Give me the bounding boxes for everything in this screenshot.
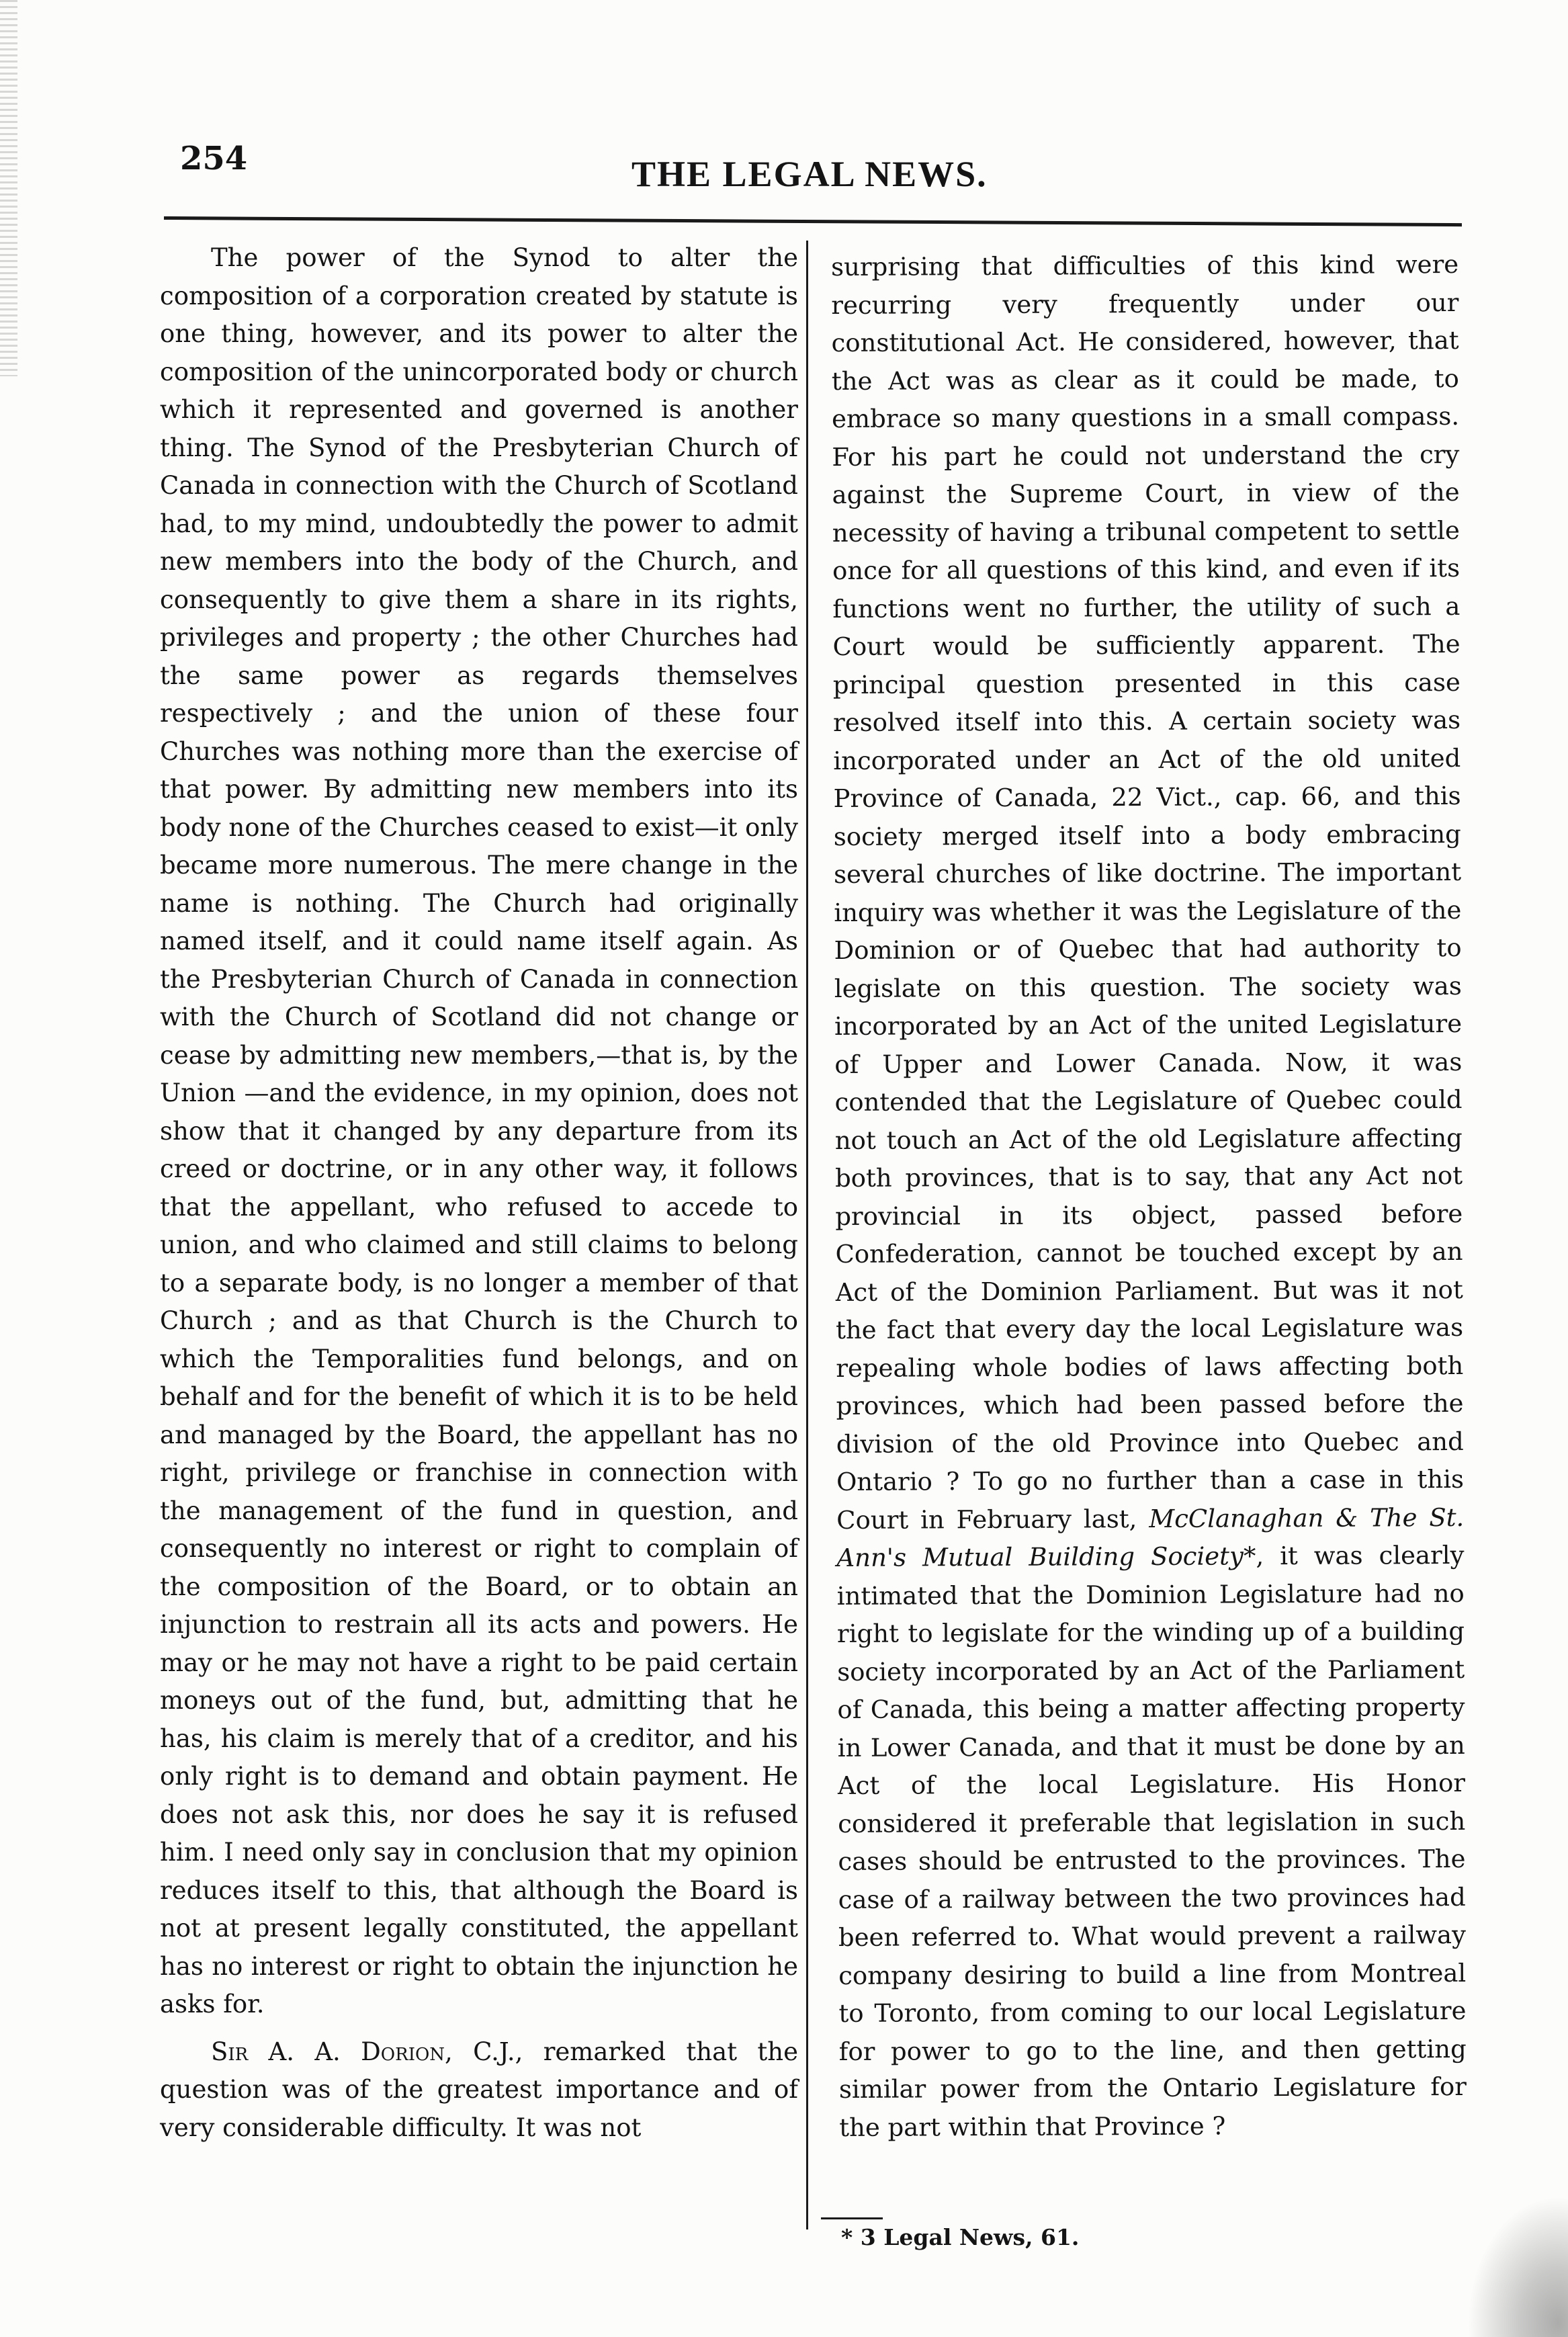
right-text-after-case: , it was clearly intimated that the Dominion Legislature had no right to legislate for the winding up of a building society incorporated by an Act of the Parliament of Canada, this being a matter affecting property in Lower Canada, and that it must be done by an Act of the local Legislature. His Honor considered it preferable that legislation in such cases should be entrusted to the provinces. The case of a railway between the two provinces had been referred to. What would prevent a railway company desiring to build a line from Montreal to Toronto, from coming to our local Legislature for power to go to the line, and then getting similar power from the Ontario Legislature for the part within that Province ? — [836, 1540, 1467, 2142]
left-paragraph-1: The power of the Synod to alter the composition of a corporation created by statute is one thing, however, and its power to alter the composition of the unincorporated body or church which it represented and governed is another thing. The Synod of the Presbyterian Church of Canada in connection with the Church of Scotland had, to my mind, undoubtedly the power to admit new members into the body of the Church, and consequently to give them a share in its rights, privileges and property ; the other Churches had the same power as regards themselves respectively ; and the union of these four Churches was nothing more than the exercise of that power. By admitting new members into its body none of the Churches ceased to exist—it only became more numerous. The mere change in the name is nothing. The Church had originally named itself, and it could name itself again. As the Presbyterian Church of Canada in connection with the Church of Scotland did not change or cease by admitting new members,—that is, by the Union —and the evidence, in my opinion, does not show that it changed by any departure from its creed or doctrine, or in any other way, it follows that the appellant, who refused to accede to union, and who claimed and still claims to belong to a separate body, is no longer a member of that Church ; and as that Church is the Church to which the Temporalities fund belongs, and on behalf and for the benefit of which it is to be held and managed by the Board, the appellant has no right, privilege or franchise in connection with the management of the fund in question, and consequently no interest or right to complain of the composition of the Board, or to obtain an injunction to restrain all its acts and powers. He may or he may not have a right to be paid certain moneys out of the fund, but, admitting that he has, his claim is merely that of a creditor, and his only right is to demand and obtain payment. He does not ask this, nor does he say it is refused him. I need only say in conclusion that my opinion reduces itself to this, that although the Board is not at present legally constituted, the appellant has no interest or right to obtain the injunction he asks for. — [160, 243, 798, 2019]
left-column — [160, 239, 798, 2147]
footnote-rule — [821, 2217, 883, 2219]
right-text-before-case: surprising that difficulties of this kind were recurring very frequently under our constitutional Act. He considered, however, that the Act was as clear as it could be made, to embrace so many questions in a small compass. For his part he could not understand the cry against the Supreme Court, in view of the necessity of having a tribunal competent to settle once for all questions of this kind, and even if its functions went no further, the utility of such a Court would be sufficiently apparent. The principal question presented in this case resolved itself into this. A certain society was incorporated under an Act of the old united Province of Canada, 22 Vict., cap. 66, and this society merged itself into a body embracing several churches of like doctrine. The important inquiry was whether it was the Legislature of the Dominion or of Quebec that had authority to legislate on this question. The society was incorporated by an Act of the united Legislature of Upper and Lower Canada. Now, it was contended that the Legislature of Quebec could not touch an Act of the old Legislature affecting both provinces, that is to say, that any Act not provincial in its object, passed before Confederation, cannot be touched except by an Act of the Dominion Parliament. But was it not the fact that every day the local Legislature was repealing whole bodies of laws affecting both provinces, which had been passed before the division of the old Province into Quebec and Ontario ? To go no further than a case in this Court in February last, — [831, 249, 1465, 1535]
header-rule — [164, 216, 1462, 226]
case-citation: McClanaghan & The St. Ann's Mutual Building Society* — [836, 1502, 1465, 1572]
page-number: 254 — [180, 140, 248, 177]
speaker-name: Sir A. A. Dorion, — [211, 2037, 453, 2066]
corner-stain — [1467, 2196, 1568, 2337]
right-column — [831, 246, 1467, 2147]
running-title: THE LEGAL NEWS. — [631, 154, 988, 194]
left-paragraph-2-text: C.J., remarked that the question was of the greatest importance and of very considerable difficulty. It was not — [160, 2037, 798, 2142]
right-paragraph — [831, 246, 1467, 2147]
footnote: * 3 Legal News, 61. — [841, 2224, 1080, 2250]
binding-edge-marks — [0, 0, 17, 376]
column-divider — [806, 241, 808, 2229]
left-paragraph-2 — [160, 2033, 798, 2148]
